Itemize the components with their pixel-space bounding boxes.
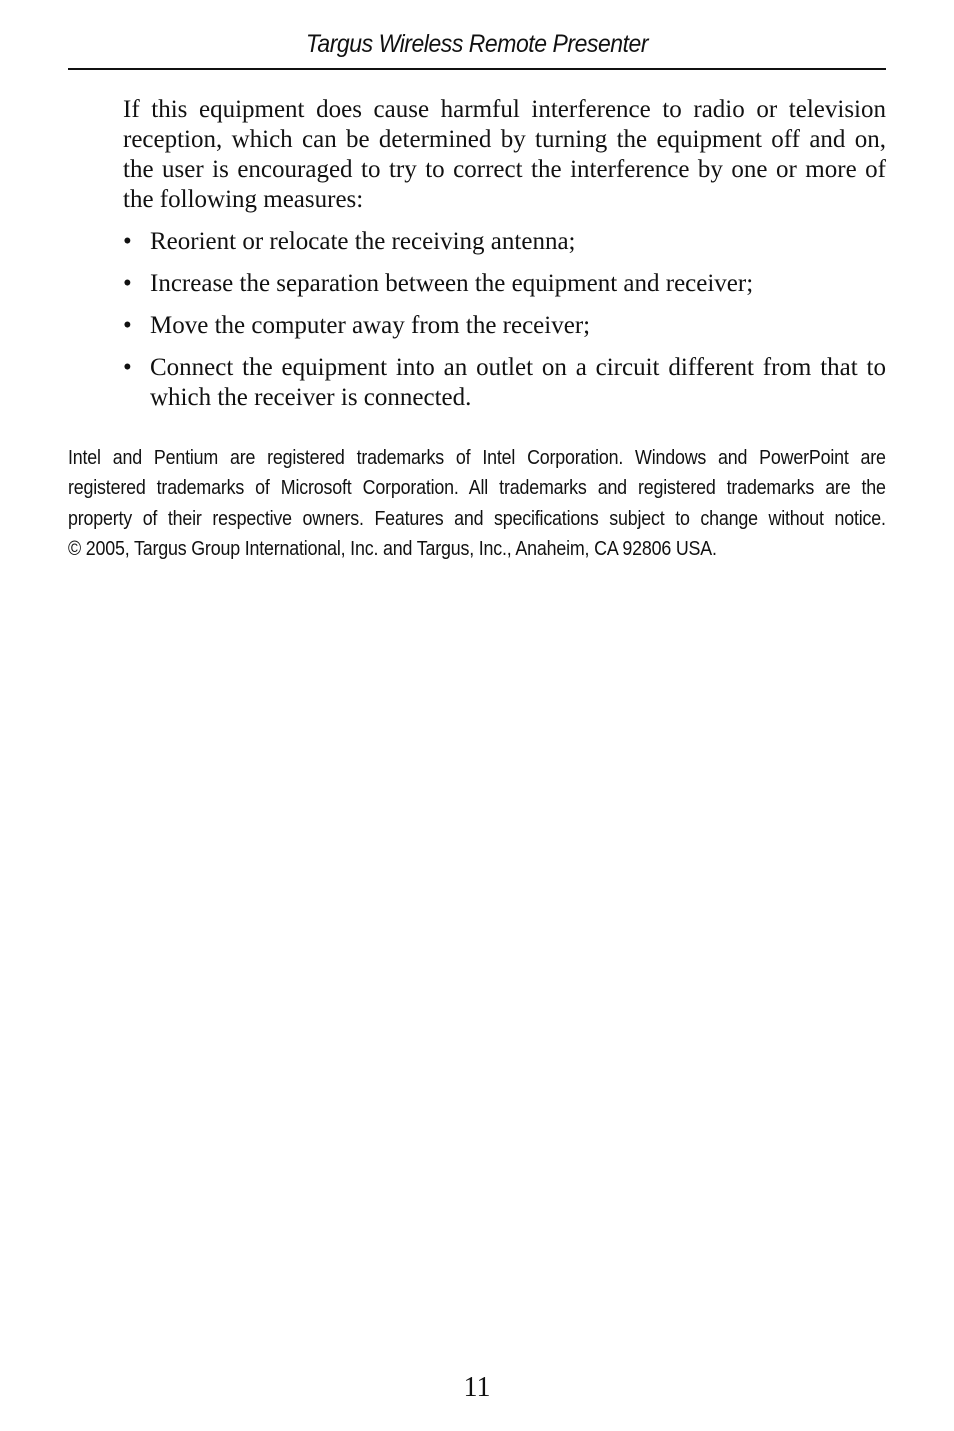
list-item-text: Increase the separation between the equipment and receiver; (150, 270, 754, 297)
list-item (123, 269, 886, 299)
list-item-text: Reorient or relocate the receiving antenna; (150, 228, 576, 255)
trademark-notice (68, 443, 886, 564)
bullet-icon: • (123, 228, 132, 255)
list-item (123, 353, 886, 413)
list-item-text: Connect the equipment into an outlet on a circuit different from that to which the receiver is connected. (150, 354, 886, 411)
copyright-line: © 2005, Targus Group International, Inc. and Targus, Inc., Anaheim, CA 92806 USA. (68, 536, 717, 560)
page-number: 11 (463, 1372, 491, 1403)
trademark-line: Intel and Pentium are registered trademarks of Intel Corporation. Windows and PowerPoint are (68, 446, 886, 469)
header-rule (68, 68, 886, 70)
intro-paragraph: If this equipment does cause harmful interference to radio or television reception, which can be determined by turning the equipment off and on, the user is encouraged to try to correct the interference by one or more of the following measures: (123, 96, 886, 213)
trademark-line: property of their respective owners. Features and specifications subject to change without notice. (68, 506, 886, 530)
trademark-line: registered trademarks of Microsoft Corporation. All trademarks and registered trademarks are the (68, 476, 886, 500)
fcc-interference-section (123, 95, 886, 413)
list-item-text: Move the computer away from the receiver; (150, 312, 591, 339)
list-item (123, 311, 886, 341)
bullet-icon: • (123, 270, 132, 297)
measures-list (123, 227, 886, 413)
bullet-icon: • (123, 354, 132, 381)
bullet-icon: • (123, 312, 132, 339)
list-item (123, 227, 886, 257)
running-header: Targus Wireless Remote Presenter (305, 30, 649, 58)
